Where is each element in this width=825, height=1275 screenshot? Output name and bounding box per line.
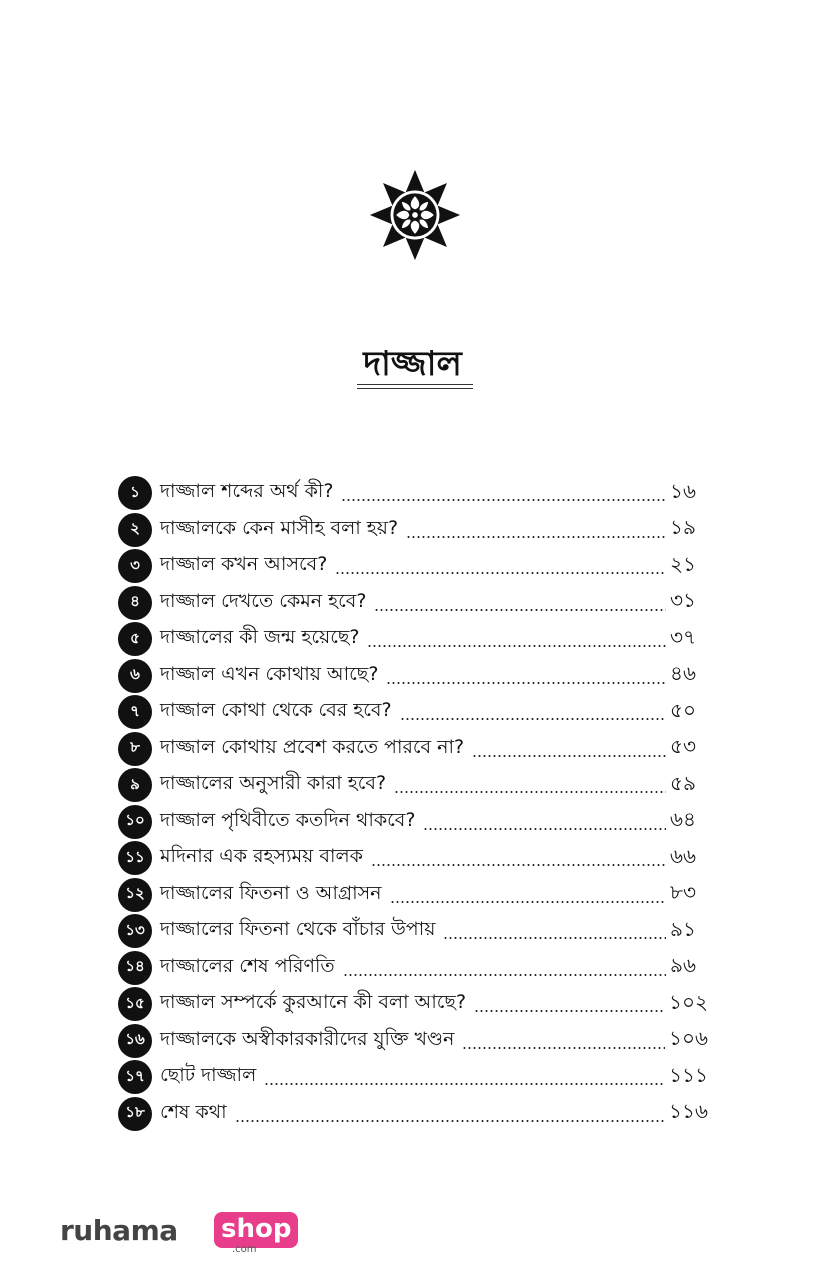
toc-chapter-title: দাজ্জাল এখন কোথায় আছে? bbox=[160, 662, 379, 685]
toc-number-badge: ৭ bbox=[118, 695, 152, 729]
toc-dot-leader bbox=[474, 1010, 665, 1012]
toc-page-number: ২১ bbox=[670, 551, 696, 576]
toc-chapter-title: মদিনার এক রহস্যময় বালক bbox=[160, 845, 363, 868]
toc-chapter-title: দাজ্জাল শব্দের অর্থ কী? bbox=[160, 480, 334, 503]
toc-page-number: ৫৩ bbox=[670, 734, 696, 759]
toc-row bbox=[118, 1023, 708, 1060]
toc-number-badge: ১০ bbox=[118, 805, 152, 839]
toc-row bbox=[118, 548, 708, 585]
toc-number-badge: ১৮ bbox=[118, 1097, 152, 1131]
toc-row bbox=[118, 804, 708, 841]
toc-dot-leader bbox=[341, 499, 666, 501]
toc-dot-leader bbox=[406, 536, 666, 538]
toc-chapter-title: দাজ্জাল কোথা থেকে বের হবে? bbox=[160, 699, 392, 722]
toc-page-number: ৯১ bbox=[670, 916, 696, 941]
toc-chapter-title: দাজ্জালকে কেন মাসীহ বলা হয়? bbox=[160, 516, 399, 539]
toc-dot-leader bbox=[394, 791, 666, 793]
toc-row bbox=[118, 585, 708, 622]
toc-row bbox=[118, 877, 708, 914]
toc-row bbox=[118, 767, 708, 804]
toc-chapter-title: দাজ্জাল কোথায় প্রবেশ করতে পারবে না? bbox=[160, 735, 465, 758]
toc-page-number: ১০৬ bbox=[669, 1026, 708, 1051]
toc-row bbox=[118, 658, 708, 695]
toc-chapter-title: দাজ্জালের ফিতনা ও আগ্রাসন bbox=[160, 881, 382, 904]
toc-number-badge: ১৫ bbox=[118, 987, 152, 1021]
toc-dot-leader bbox=[371, 864, 666, 866]
toc-row bbox=[118, 512, 708, 549]
table-of-contents bbox=[118, 475, 708, 1132]
toc-dot-leader bbox=[443, 937, 666, 939]
toc-row bbox=[118, 913, 708, 950]
toc-number-badge: ৪ bbox=[118, 586, 152, 620]
toc-row bbox=[118, 475, 708, 512]
toc-page-number: ৬৪ bbox=[670, 807, 696, 832]
toc-dot-leader bbox=[386, 682, 666, 684]
toc-number-badge: ১৭ bbox=[118, 1060, 152, 1094]
toc-row bbox=[118, 986, 708, 1023]
toc-dot-leader bbox=[343, 974, 666, 976]
toc-dot-leader bbox=[335, 572, 666, 574]
toc-chapter-title: ছোট দাজ্জাল bbox=[160, 1064, 257, 1087]
logo-text-com: .com bbox=[232, 1244, 257, 1255]
toc-page-number: ৩১ bbox=[670, 588, 696, 613]
toc-page-number: ১০২ bbox=[669, 989, 708, 1014]
title-underline bbox=[357, 384, 473, 385]
toc-dot-leader bbox=[367, 645, 666, 647]
toc-page-number: ১১৬ bbox=[669, 1099, 708, 1124]
toc-page-number: ১৯ bbox=[670, 515, 696, 540]
toc-page-number: ৪৬ bbox=[670, 661, 696, 686]
toc-page-number: ১১১ bbox=[669, 1062, 708, 1087]
toc-chapter-title: দাজ্জাল সম্পর্কে কুরআনে কী বলা আছে? bbox=[160, 991, 467, 1014]
toc-row bbox=[118, 950, 708, 987]
toc-dot-leader bbox=[235, 1120, 665, 1122]
toc-row bbox=[118, 840, 708, 877]
star-ornament-icon bbox=[368, 168, 462, 262]
toc-chapter-title: দাজ্জাল দেখতে কেমন হবে? bbox=[160, 589, 367, 612]
toc-dot-leader bbox=[390, 901, 666, 903]
toc-number-badge: ৮ bbox=[118, 732, 152, 766]
toc-page-number: ৮৩ bbox=[670, 880, 696, 905]
toc-number-badge: ১ bbox=[118, 476, 152, 510]
toc-number-badge: ১৩ bbox=[118, 914, 152, 948]
toc-number-badge: ২ bbox=[118, 513, 152, 547]
toc-chapter-title: দাজ্জাল কখন আসবে? bbox=[160, 553, 328, 576]
toc-chapter-title: দাজ্জাল পৃথিবীতে কতদিন থাকবে? bbox=[160, 808, 416, 831]
toc-page-number: ১৬ bbox=[670, 478, 696, 503]
toc-number-badge: ৩ bbox=[118, 549, 152, 583]
toc-dot-leader bbox=[423, 828, 666, 830]
logo-text-shop: shop bbox=[214, 1212, 298, 1248]
toc-page-number: ৩৭ bbox=[670, 624, 697, 649]
toc-dot-leader bbox=[472, 755, 666, 757]
toc-page-number: ৯৬ bbox=[670, 953, 696, 978]
toc-number-badge: ৫ bbox=[118, 622, 152, 656]
toc-number-badge: ১৪ bbox=[118, 951, 152, 985]
toc-number-badge: ১১ bbox=[118, 841, 152, 875]
toc-chapter-title: দাজ্জালের শেষ পরিণতি bbox=[160, 954, 335, 977]
toc-row bbox=[118, 731, 708, 768]
toc-chapter-title: দাজ্জালের ফিতনা থেকে বাঁচার উপায় bbox=[160, 918, 436, 941]
toc-row bbox=[118, 1096, 708, 1133]
toc-row bbox=[118, 1059, 708, 1096]
toc-dot-leader bbox=[264, 1083, 665, 1085]
toc-page-number: ৫০ bbox=[670, 697, 696, 722]
toc-chapter-title: দাজ্জালের কী জন্ম হয়েছে? bbox=[160, 626, 360, 649]
toc-row bbox=[118, 621, 708, 658]
toc-page-number: ৬৬ bbox=[670, 843, 697, 868]
toc-chapter-title: দাজ্জালকে অস্বীকারকারীদের যুক্তি খণ্ডন bbox=[160, 1027, 455, 1050]
toc-chapter-title: শেষ কথা bbox=[160, 1100, 227, 1123]
title-underline-second bbox=[357, 388, 473, 389]
toc-chapter-title: দাজ্জালের অনুসারী কারা হবে? bbox=[160, 772, 387, 795]
toc-number-badge: ৯ bbox=[118, 768, 152, 802]
toc-page-number: ৫৯ bbox=[670, 770, 696, 795]
page-title: দাজ্জাল bbox=[363, 344, 462, 384]
toc-dot-leader bbox=[462, 1047, 665, 1049]
toc-row bbox=[118, 694, 708, 731]
toc-dot-leader bbox=[374, 609, 666, 611]
toc-number-badge: ১৬ bbox=[118, 1024, 152, 1058]
toc-number-badge: ৬ bbox=[118, 659, 152, 693]
logo-text-ruhama: ruhama bbox=[60, 1214, 178, 1247]
toc-number-badge: ১২ bbox=[118, 878, 152, 912]
toc-dot-leader bbox=[400, 718, 666, 720]
